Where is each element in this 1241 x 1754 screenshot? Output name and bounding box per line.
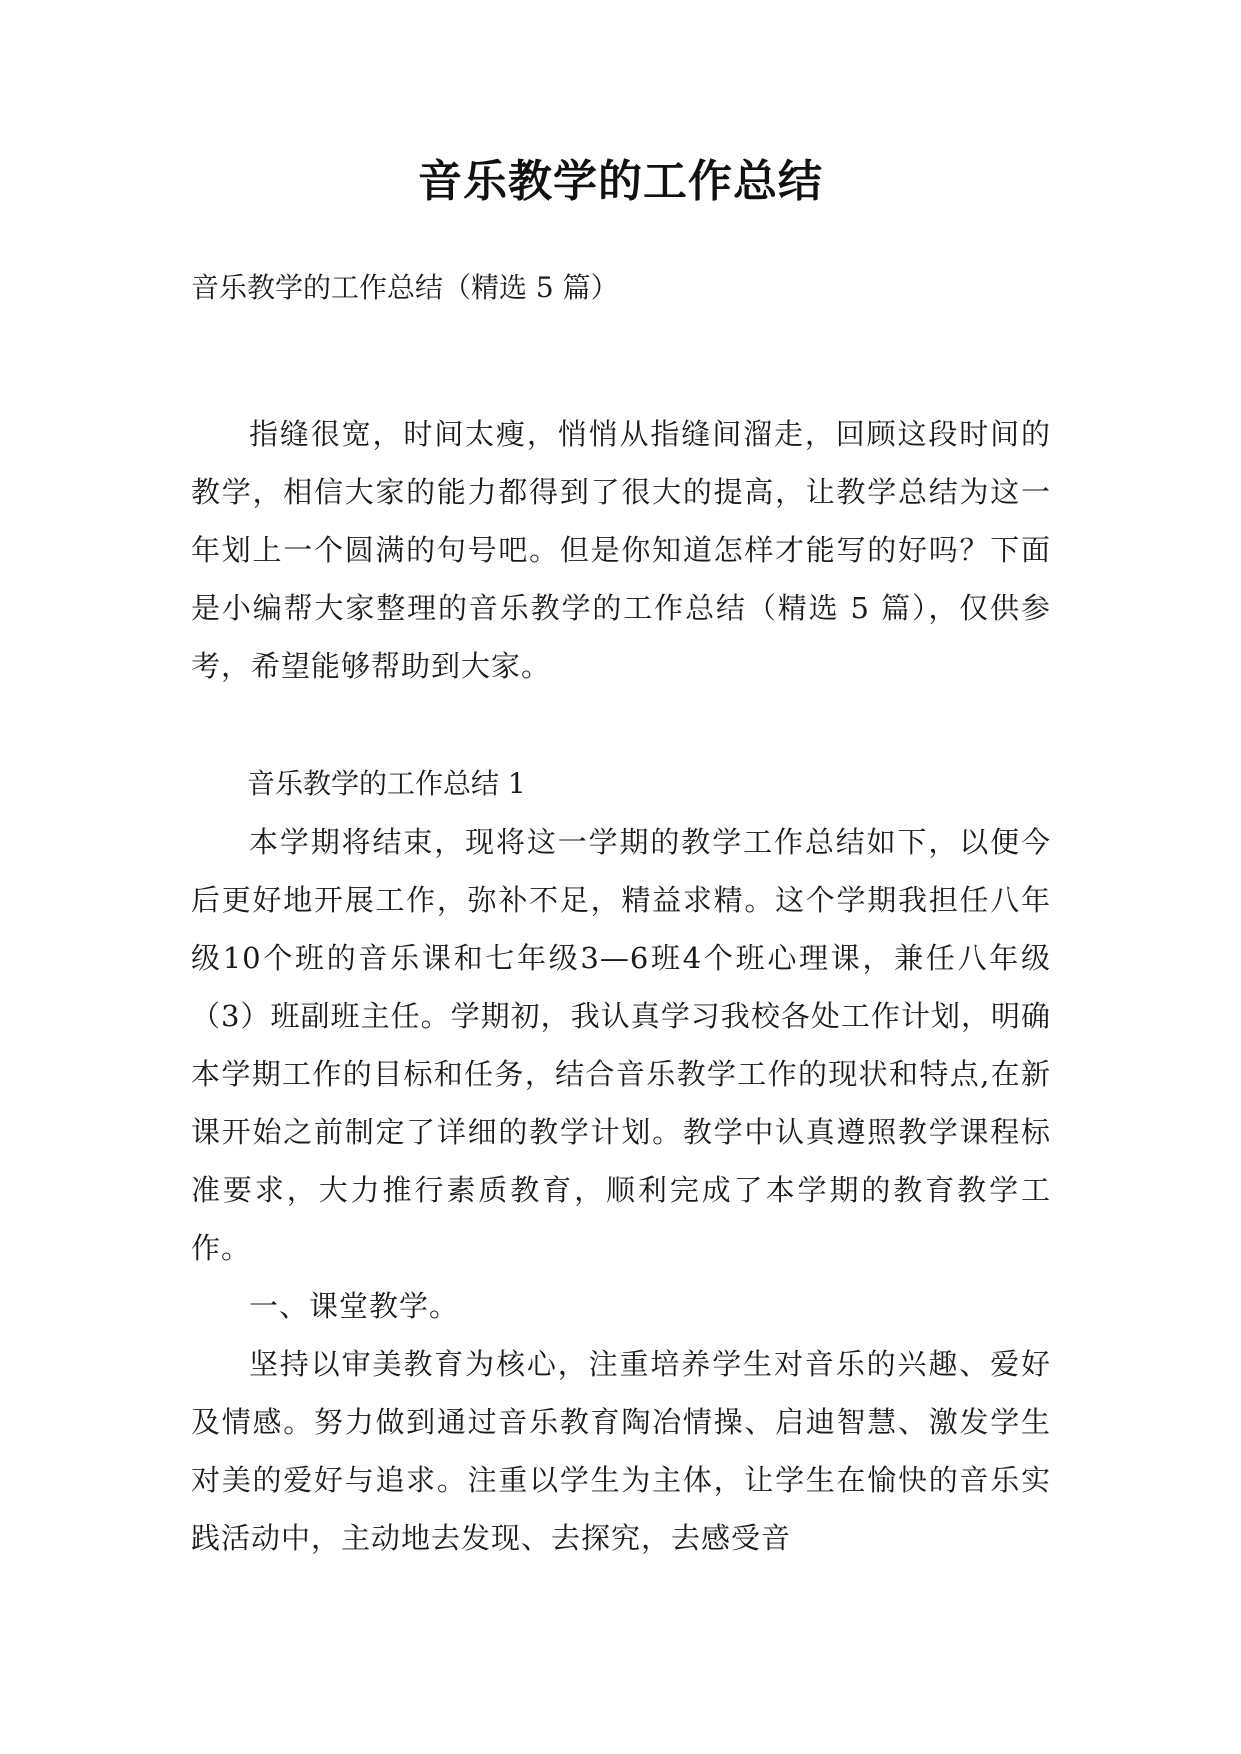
section-1-heading: 音乐教学的工作总结 1	[247, 767, 526, 800]
section-1-paragraph: 本学期将结束，现将这一学期的教学工作总结如下，以便今后更好地开展工作，弥补不足，精益求精。这个学期我担任八年级10个班的音乐课和七年级3—6班4个班心理课，兼任八年级（3）班副班主任。学期初，我认真学习我校各处工作计划，明确本学期工作的目标和任务，结合音乐教学工作的现状和特点,在新课开始之前制定了详细的教学计划。教学中认真遵照教学课程标准要求，大力推行素质教育，顺利完成了本学期的教育教学工作。	[191, 825, 1051, 1265]
document-title: 音乐教学的工作总结	[418, 156, 823, 207]
document-subtitle: 音乐教学的工作总结（精选 5 篇）	[191, 271, 619, 304]
intro-paragraph: 指缝很宽，时间太瘦，悄悄从指缝间溜走，回顾这段时间的教学，相信大家的能力都得到了很大的提高，让教学总结为这一年划上一个圆满的句号吧。但是你知道怎样才能写的好吗？下面是小编帮大家整理的音乐教学的工作总结（精选 5 篇），仅供参考，希望能够帮助到大家。	[191, 417, 1051, 683]
classroom-teaching-heading: 一、课堂教学。	[249, 1289, 460, 1323]
classroom-teaching-paragraph: 坚持以审美教育为核心，注重培养学生对音乐的兴趣、爱好及情感。努力做到通过音乐教育陶冶情操、启迪智慧、激发学生对美的爱好与追求。注重以学生为主体，让学生在愉快的音乐实践活动中，主动地去发现、去探究，去感受音	[191, 1347, 1051, 1555]
